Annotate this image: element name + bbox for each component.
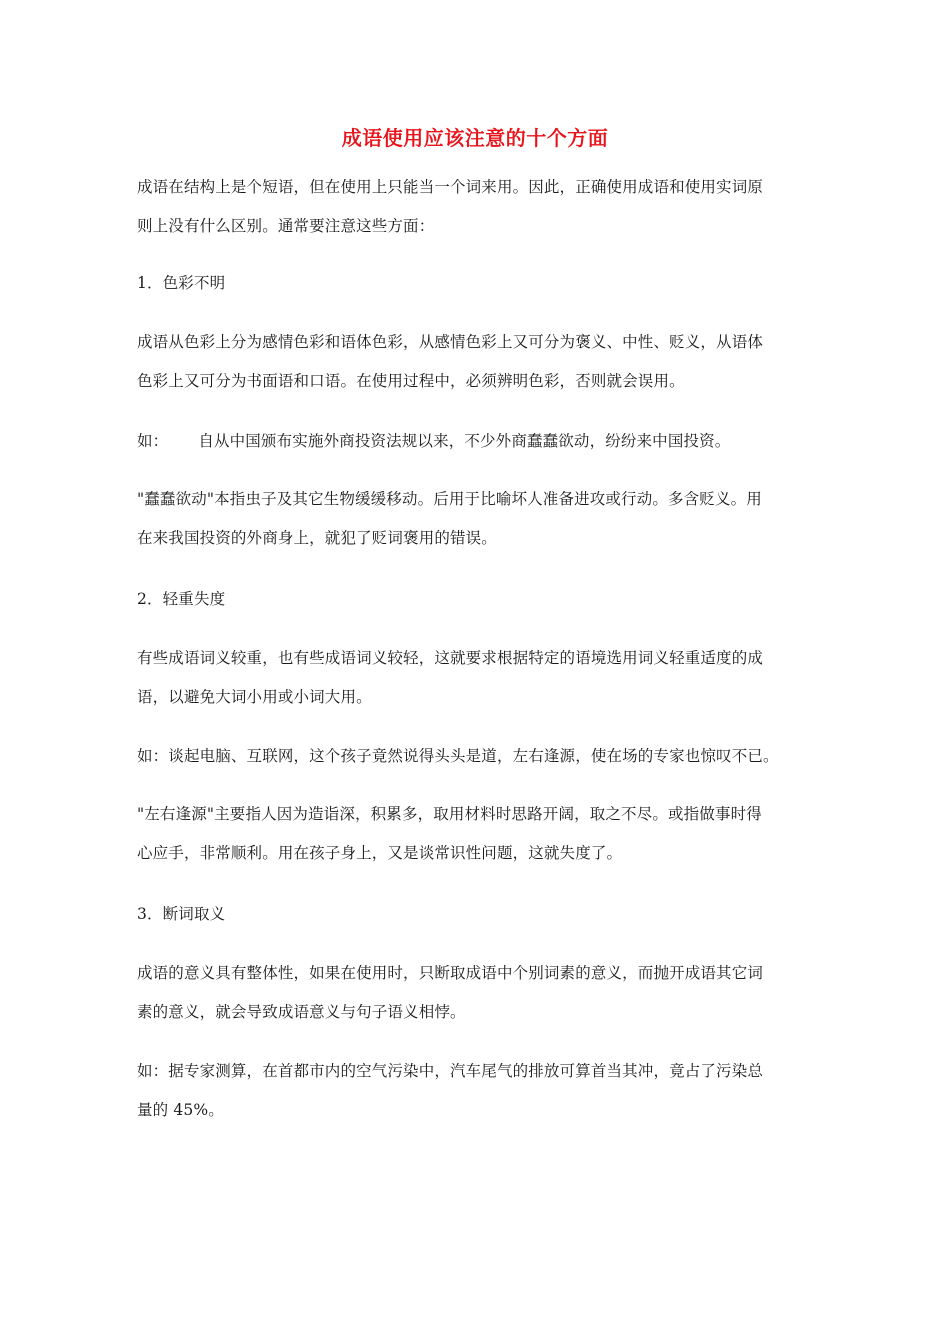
section-3-example-line-2: 量的 45%。: [137, 1101, 224, 1119]
intro-line-1: 成语在结构上是个短语，但在使用上只能当一个词来用。因此，正确使用成语和使用实词原: [137, 178, 764, 196]
section-1-explanation-line-2: 在来我国投资的外商身上，就犯了贬词褒用的错误。: [137, 529, 497, 547]
section-2-explanation-line-2: 心应手，非常顺利。用在孩子身上，又是谈常识性问题，这就失度了。: [137, 844, 623, 862]
example-prefix: 如：: [137, 432, 169, 450]
example-text: 自从中国颁布实施外商投资法规以来，不少外商蠢蠢欲动，纷纷来中国投资。: [198, 432, 731, 450]
section-3-paragraph-line-2: 素的意义，就会导致成语意义与句子语义相悖。: [137, 1003, 466, 1021]
section-3-paragraph-line-1: 成语的意义具有整体性，如果在使用时，只断取成语中个别词素的意义，而抛开成语其它词: [137, 964, 764, 982]
section-1-heading: 1．色彩不明: [137, 274, 226, 292]
section-2-paragraph-line-1: 有些成语词义较重，也有些成语词义较轻，这就要求根据特定的语境选用词义轻重适度的成: [137, 649, 764, 667]
intro-line-2: 则上没有什么区别。通常要注意这些方面：: [137, 217, 435, 235]
section-1-example: [137, 430, 730, 452]
section-1-paragraph-line-1: 成语从色彩上分为感情色彩和语体色彩，从感情色彩上又可分为褒义、中性、贬义，从语体: [137, 333, 764, 351]
section-2-paragraph-line-2: 语，以避免大词小用或小词大用。: [137, 688, 372, 706]
section-1-explanation-line-1: "蠢蠢欲动"本指虫子及其它生物缓缓移动。后用于比喻坏人准备进攻或行动。多含贬义。用: [137, 490, 762, 508]
document-title: 成语使用应该注意的十个方面: [341, 126, 609, 150]
section-3-example-line-1: 如：据专家测算，在首都市内的空气污染中，汽车尾气的排放可算首当其冲，竟占了污染总: [137, 1062, 764, 1080]
section-2-example: 如：谈起电脑、互联网，这个孩子竟然说得头头是道，左右逢源，使在场的专家也惊叹不已。: [137, 747, 779, 765]
section-2-heading: 2．轻重失度: [137, 590, 226, 608]
section-1-paragraph-line-2: 色彩上又可分为书面语和口语。在使用过程中，必须辨明色彩，否则就会误用。: [137, 372, 685, 390]
section-2-explanation-line-1: "左右逢源"主要指人因为造诣深，积累多，取用材料时思路开阔，取之不尽。或指做事时得: [137, 805, 762, 823]
section-3-heading: 3．断词取义: [137, 905, 226, 923]
